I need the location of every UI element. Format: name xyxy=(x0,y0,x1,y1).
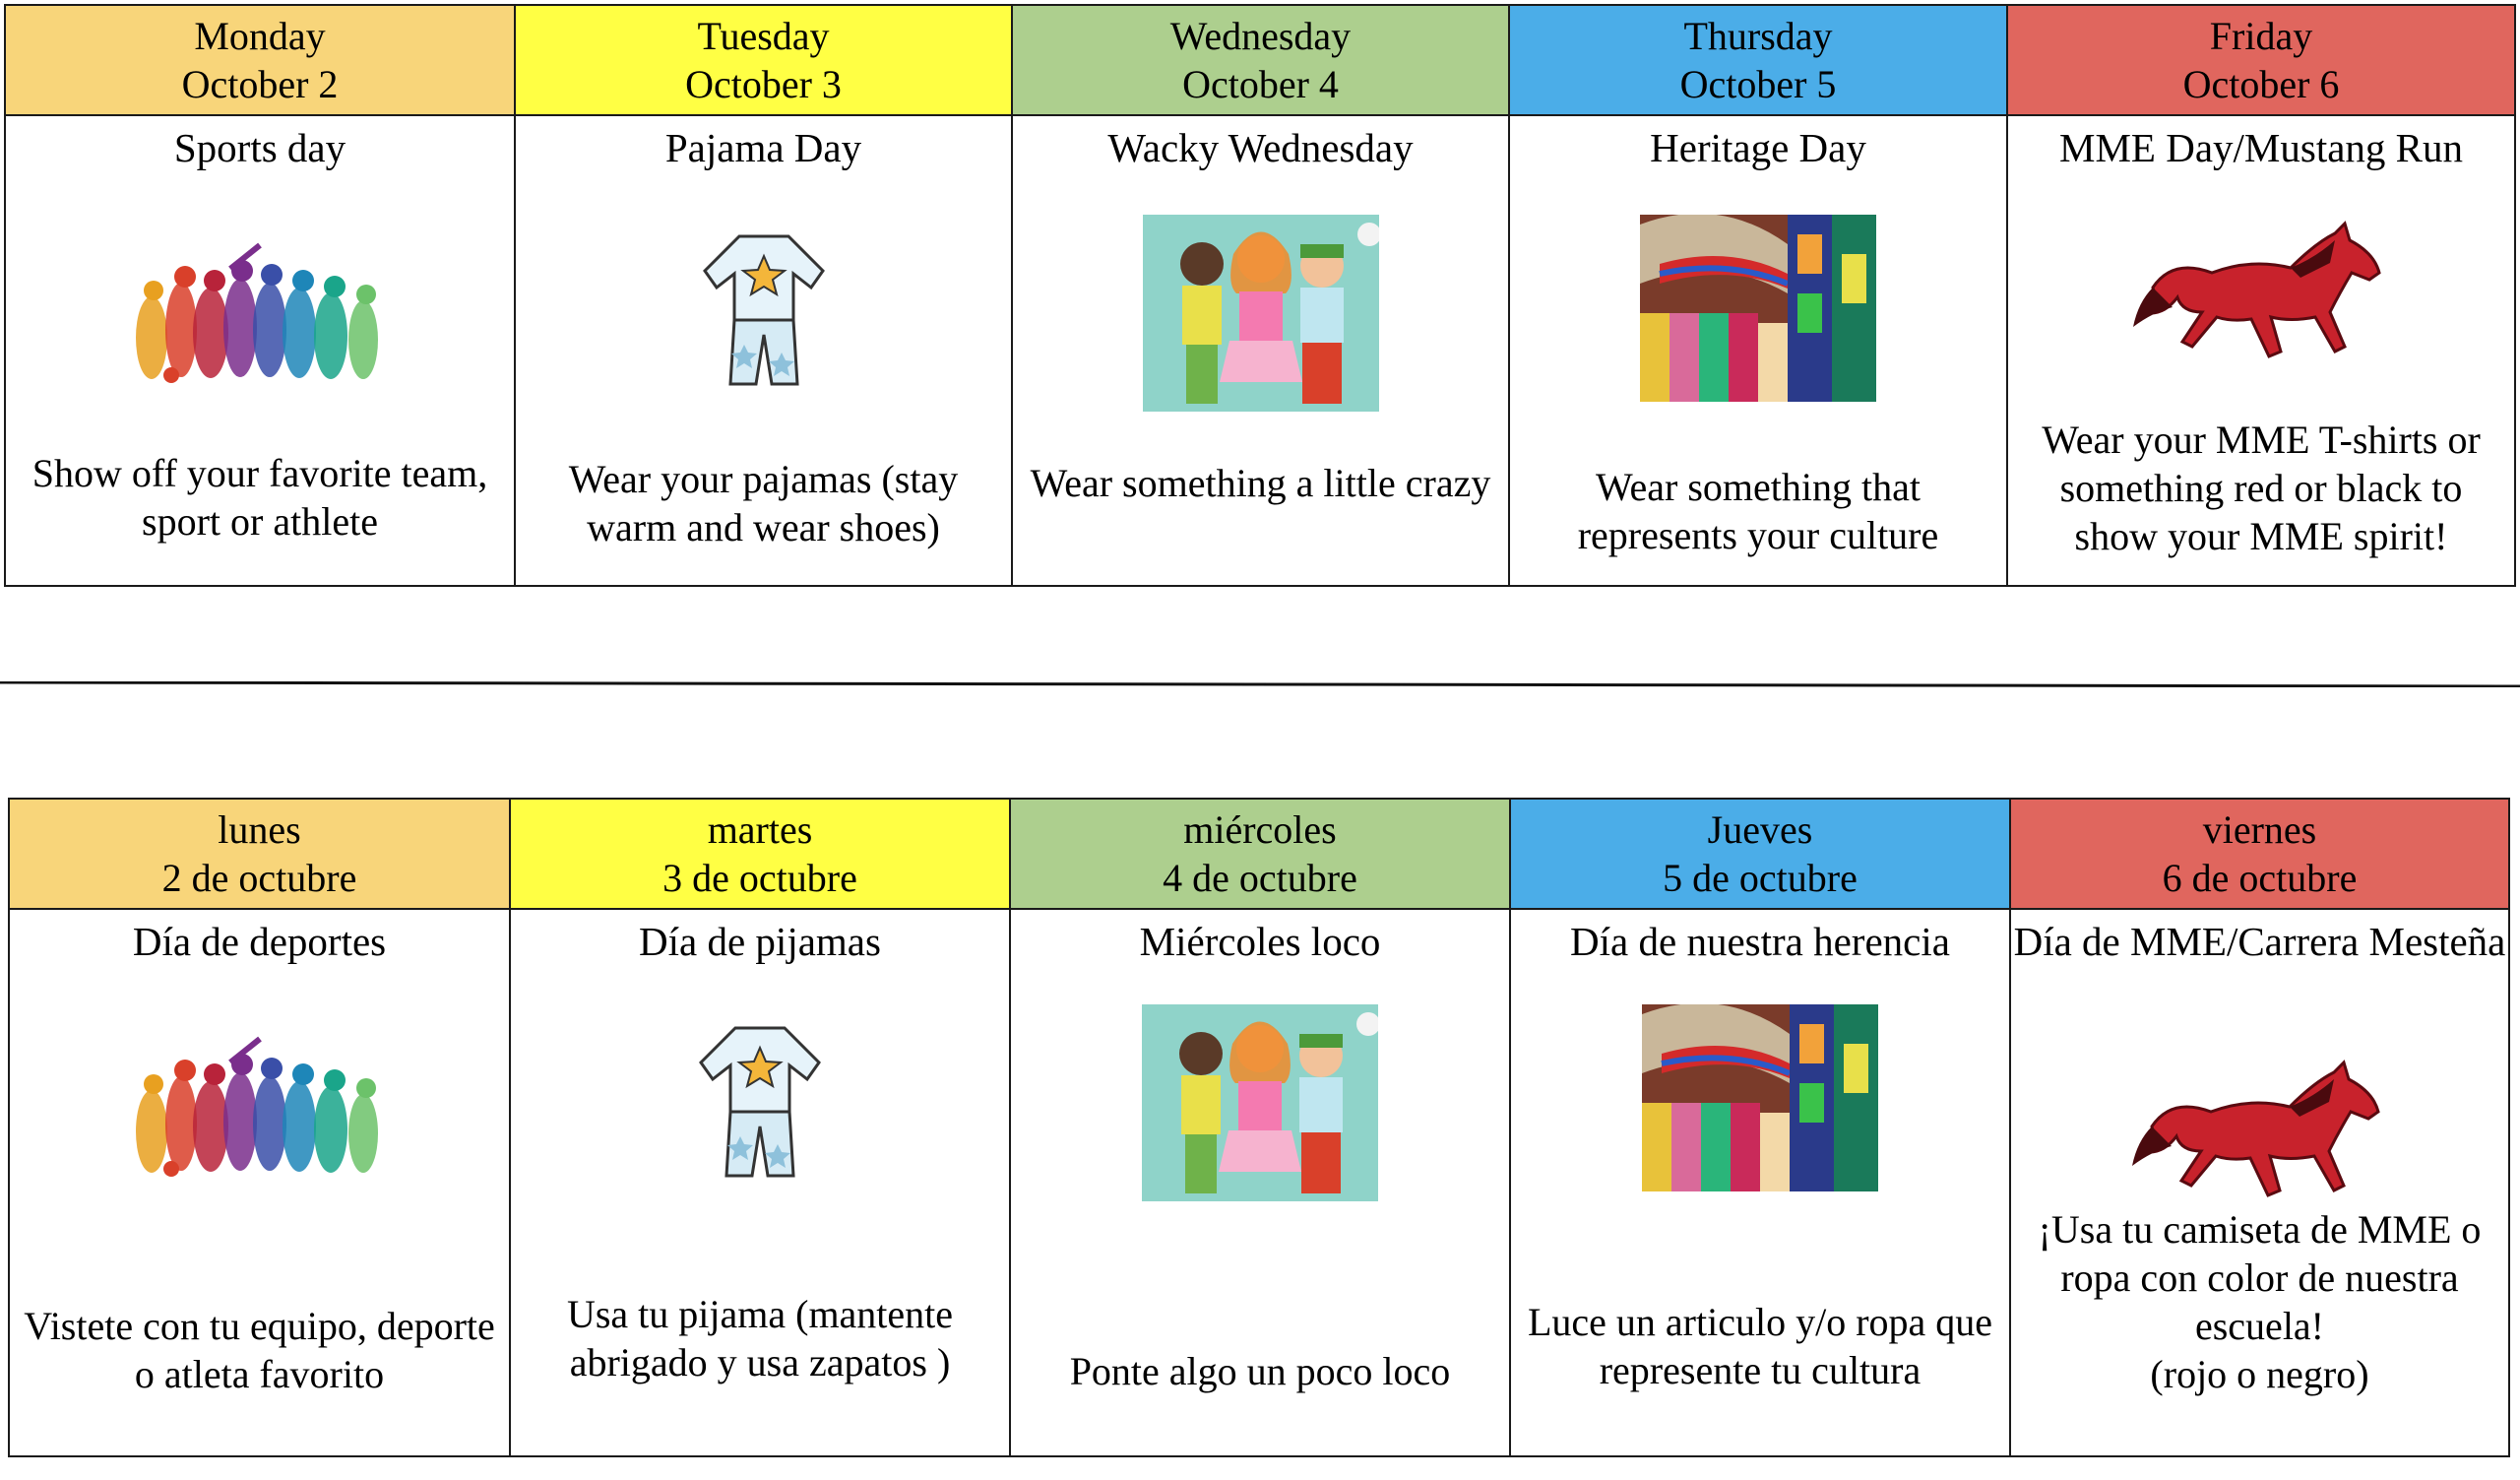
day-date: 3 de octubre xyxy=(662,856,857,900)
day-date: 4 de octubre xyxy=(1163,856,1357,900)
day-name: Tuesday xyxy=(697,14,830,58)
mustang-horse-icon xyxy=(2132,1058,2388,1205)
cell-jueves xyxy=(1510,909,2010,1456)
day-date: October 3 xyxy=(685,62,842,106)
header-viernes xyxy=(2010,799,2509,909)
header-wednesday xyxy=(1012,5,1509,115)
section-divider-line xyxy=(0,681,2520,687)
wacky-kids-icon xyxy=(1142,1004,1378,1201)
day-date: 2 de octubre xyxy=(161,856,357,900)
header-row xyxy=(9,799,2509,909)
theme-description: Usa tu pijama (mantente abrigado y usa zapatos ) xyxy=(566,1292,954,1384)
day-date: October 6 xyxy=(2182,62,2340,106)
theme-title: Miércoles loco xyxy=(1139,919,1381,964)
theme-title: Sports day xyxy=(173,125,346,170)
theme-title: Día de nuestra herencia xyxy=(1570,919,1950,964)
wacky-kids-icon xyxy=(1143,215,1379,412)
theme-title: Día de MME/Carrera Mesteña xyxy=(2013,919,2506,964)
day-name: Friday xyxy=(2209,14,2313,58)
content-row xyxy=(9,909,2509,1456)
day-date: October 5 xyxy=(1679,62,1837,106)
header-martes xyxy=(510,799,1010,909)
cell-thursday xyxy=(1509,115,2007,586)
theme-description: Wear something that represents your culture xyxy=(1577,465,1939,557)
theme-title: Wacky Wednesday xyxy=(1107,125,1414,170)
cell-tuesday xyxy=(515,115,1012,586)
header-tuesday xyxy=(515,5,1012,115)
theme-title: Heritage Day xyxy=(1650,125,1866,170)
header-row xyxy=(5,5,2515,115)
theme-description: ¡Usa tu camiseta de MME o ropa con color de nuestra escuela! (rojo o negro) xyxy=(2038,1207,2482,1396)
theme-description: Wear your MME T-shirts or something red or black to show your MME spirit! xyxy=(2042,418,2481,558)
header-thursday xyxy=(1509,5,2007,115)
theme-title: MME Day/Mustang Run xyxy=(2059,125,2463,170)
day-name: miércoles xyxy=(1183,807,1337,852)
theme-title: Pajama Day xyxy=(664,125,862,170)
cell-wednesday xyxy=(1012,115,1509,586)
day-name: viernes xyxy=(2202,807,2317,852)
mustang-horse-icon xyxy=(2133,219,2389,366)
header-lunes xyxy=(9,799,510,909)
header-monday xyxy=(5,5,515,115)
athletes-silhouettes-icon xyxy=(112,1033,408,1181)
day-name: Monday xyxy=(194,14,326,58)
day-name: Thursday xyxy=(1683,14,1833,58)
day-date: 5 de octubre xyxy=(1663,856,1858,900)
pajamas-icon xyxy=(691,1018,829,1186)
cell-monday xyxy=(5,115,515,586)
cell-friday xyxy=(2007,115,2515,586)
theme-description: Wear your pajamas (stay warm and wear shoes) xyxy=(568,457,959,549)
cell-martes xyxy=(510,909,1010,1456)
theme-description: Wear something a little crazy xyxy=(1030,461,1491,505)
theme-description: Ponte algo un poco loco xyxy=(1069,1349,1451,1393)
english-schedule-table xyxy=(4,4,2516,587)
pajamas-icon xyxy=(695,226,833,394)
cell-miercoles xyxy=(1010,909,1510,1456)
cell-viernes xyxy=(2010,909,2509,1456)
header-jueves xyxy=(1510,799,2010,909)
theme-title: Día de deportes xyxy=(132,919,387,964)
day-date: October 2 xyxy=(181,62,339,106)
header-friday xyxy=(2007,5,2515,115)
day-date: 6 de octubre xyxy=(2162,856,2358,900)
day-name: Jueves xyxy=(1707,807,1813,852)
spanish-schedule-table xyxy=(8,798,2510,1457)
athletes-silhouettes-icon xyxy=(112,239,408,387)
header-miercoles xyxy=(1010,799,1510,909)
theme-title: Día de pijamas xyxy=(639,919,881,964)
day-name: martes xyxy=(707,807,813,852)
colorful-textiles-icon xyxy=(1642,1004,1878,1191)
content-row xyxy=(5,115,2515,586)
theme-description: Show off your favorite team, sport or athlete xyxy=(32,451,488,544)
theme-description: Luce un articulo y/o ropa que represente tu cultura xyxy=(1527,1300,1993,1392)
day-name: lunes xyxy=(218,807,301,852)
theme-description: Vistete con tu equipo, deporte o atleta favorito xyxy=(24,1304,495,1396)
cell-lunes xyxy=(9,909,510,1456)
colorful-textiles-icon xyxy=(1640,215,1876,402)
day-date: October 4 xyxy=(1182,62,1339,106)
day-name: Wednesday xyxy=(1169,14,1352,58)
